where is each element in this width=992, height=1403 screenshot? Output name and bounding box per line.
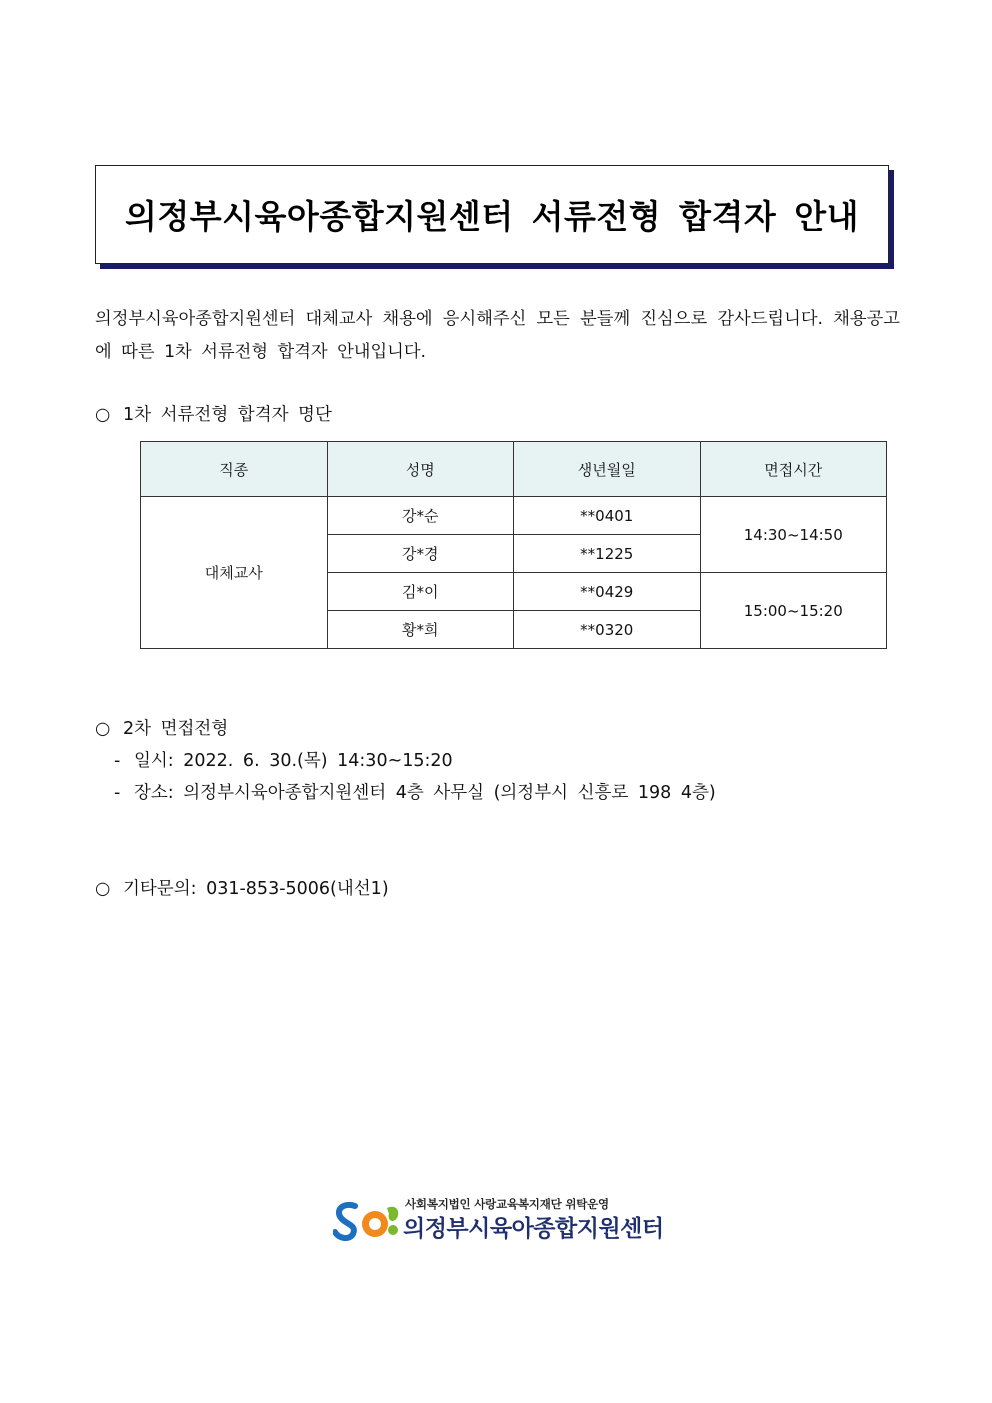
title-box xyxy=(95,165,889,264)
cell-name: 강*경 xyxy=(327,535,514,573)
section2-heading xyxy=(95,715,228,740)
center-logo xyxy=(333,1196,663,1244)
header-time: 면접시간 xyxy=(700,442,887,497)
cell-job: 대체교사 xyxy=(141,497,328,649)
results-table xyxy=(140,441,887,649)
cell-birth: **0401 xyxy=(514,497,701,535)
contact-line xyxy=(95,875,389,900)
section1-heading xyxy=(95,401,332,426)
cell-time: 14:30~14:50 xyxy=(700,497,887,573)
dash-bullet: - xyxy=(114,751,121,771)
header-birth: 생년월일 xyxy=(514,442,701,497)
header-name: 성명 xyxy=(327,442,514,497)
table-row xyxy=(141,497,887,535)
interview-date xyxy=(114,747,453,772)
interview-place-text: 장소: 의정부시육아종합지원센터 4층 사무실 (의정부시 신흥로 198 4층) xyxy=(134,783,716,803)
table-header-row xyxy=(141,442,887,497)
dash-bullet: - xyxy=(114,783,121,803)
cell-name: 강*순 xyxy=(327,497,514,535)
page-title: 의정부시육아종합지원센터 서류전형 합격자 안내 xyxy=(125,197,859,236)
circle-bullet-icon: ○ xyxy=(95,719,111,739)
section1-heading-text: 1차 서류전형 합격자 명단 xyxy=(123,405,332,425)
cell-time: 15:00~15:20 xyxy=(700,573,887,649)
cell-birth: **0320 xyxy=(514,611,701,649)
circle-bullet-icon: ○ xyxy=(95,405,111,425)
intro-paragraph: 의정부시육아종합지원센터 대체교사 채용에 응시해주신 모든 분들께 진심으로 감사드립니다. 채용공고에 따른 1차 서류전형 합격자 안내입니다. xyxy=(95,309,900,362)
logo-name: 의정부시육아종합지원센터 xyxy=(403,1216,664,1242)
logo-tagline: 사회복지법인 사랑교육복지재단 위탁운영 xyxy=(405,1197,609,1211)
interview-date-text: 일시: 2022. 6. 30.(목) 14:30~15:20 xyxy=(134,751,453,771)
header-job: 직종 xyxy=(141,442,328,497)
cell-birth: **0429 xyxy=(514,573,701,611)
circle-bullet-icon: ○ xyxy=(95,879,111,899)
interview-place xyxy=(114,779,716,804)
section2-heading-text: 2차 면접전형 xyxy=(123,719,229,739)
cell-name: 황*희 xyxy=(327,611,514,649)
cell-name: 김*이 xyxy=(327,573,514,611)
contact-text: 기타문의: 031-853-5006(내선1) xyxy=(123,879,389,899)
cell-birth: **1225 xyxy=(514,535,701,573)
center-logo-icon xyxy=(333,1198,403,1242)
